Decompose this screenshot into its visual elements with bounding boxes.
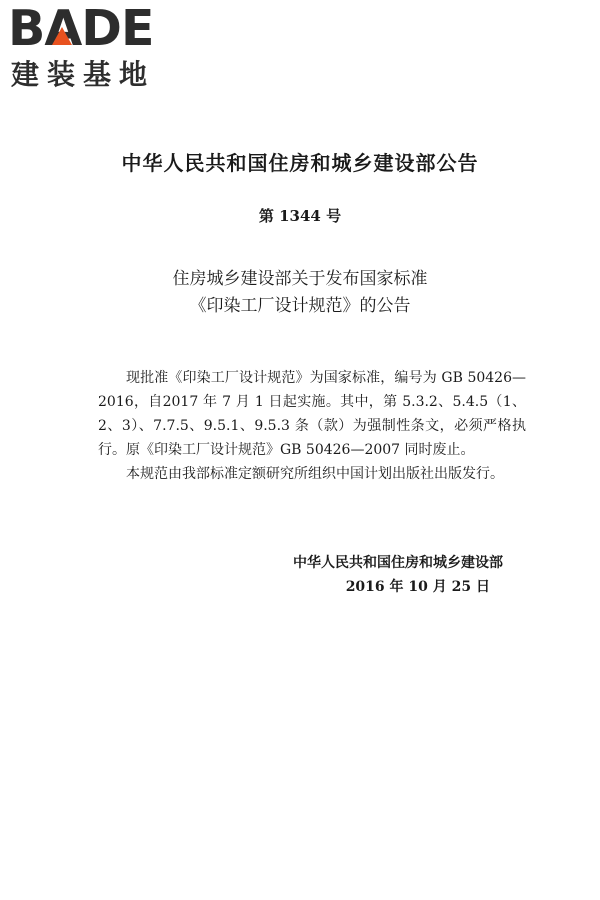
announcement-number: 第 1344 号	[258, 207, 342, 225]
signature-org: 中华人民共和国住房和城乡建设部	[293, 555, 503, 571]
announcement-subtitle	[0, 266, 600, 320]
announcement-body	[98, 366, 526, 486]
body-paragraph-2: 本规范由我部标准定额研究所组织中国计划出版社出版发行。	[126, 466, 504, 482]
bade-logo	[8, 0, 178, 94]
signature-date: 2016 年 10 月 25 日	[345, 579, 490, 595]
body-paragraph-1: 现批准《印染工厂设计规范》为国家标准，编号为 GB 50426—2016，自2017 年 7 月 1 日起实施。其中，第 5.3.2、5.4.5（1、2、3）、7.7.5、9.5.1、9.5.3 条（款）为强制性条文，必须严格执行。原《印染工厂设计规范》GB 50426—2007 同时废止。	[98, 370, 526, 458]
subtitle-line-1: 住房城乡建设部关于发布国家标准	[172, 269, 428, 289]
logo-chinese-text: 建装基地	[11, 58, 156, 91]
page-title: 中华人民共和国住房和城乡建设部公告	[121, 151, 479, 175]
signature-block	[293, 551, 503, 599]
subtitle-line-2: 《印染工厂设计规范》的公告	[189, 296, 411, 316]
logo-triangle-icon	[52, 27, 72, 45]
logo-wordmark: BA DE	[8, 0, 154, 57]
